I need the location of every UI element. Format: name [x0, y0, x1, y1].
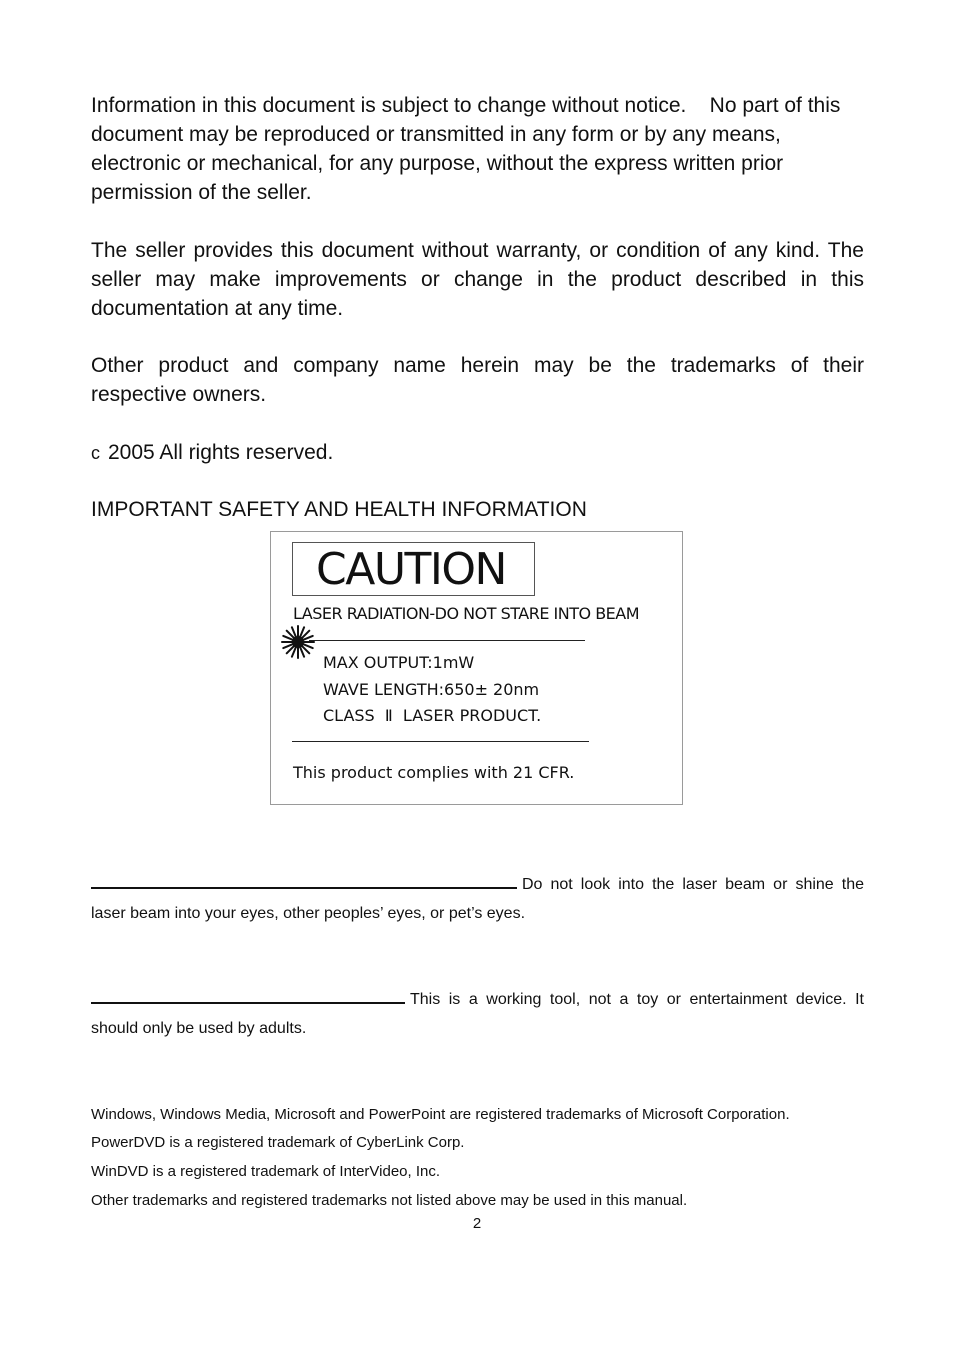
max-output-text: MAX OUTPUT:1mW: [323, 653, 475, 672]
laser-class-text: CLASS Ⅱ LASER PRODUCT.: [323, 706, 542, 725]
adult-use-warning: [91, 985, 864, 1043]
copyright-line: [91, 438, 864, 468]
caution-title-frame: [292, 542, 535, 596]
trademark-line: WinDVD is a registered trademark of InterVideo, Inc.: [91, 1163, 441, 1180]
copyright-text: 2005 All rights reserved.: [108, 441, 334, 464]
trademark-line: PowerDVD is a registered trademark of CyberLink Corp.: [91, 1134, 465, 1151]
trademark-line: Windows, Windows Media, Microsoft and PowerPoint are registered trademarks of Microsoft Corporation.: [91, 1106, 790, 1123]
label-divider: [292, 741, 589, 742]
compliance-text: This product complies with 21 CFR.: [293, 763, 575, 782]
copyright-symbol: c: [91, 443, 100, 463]
wave-length-text: WAVE LENGTH:650± 20nm: [323, 680, 540, 699]
laser-eye-warning: [91, 870, 864, 928]
notice-paragraph: Information in this document is subject to change without notice. No part of this document may be reproduced or transmitted in any form or by any means, electronic or mechanical, for any purpose, without the express written prior permission of the seller.: [91, 94, 847, 204]
laser-warning-text: LASER RADIATION-DO NOT STARE INTO BEAM: [293, 604, 640, 623]
trademark-line: Other trademarks and registered trademarks not listed above may be used in this manual.: [91, 1192, 688, 1209]
page-number: 2: [472, 1215, 482, 1232]
caution-title: CAUTION: [316, 544, 506, 595]
adult-use-warning-text: This is a working tool, not a toy or entertainment device. It should only be used by adults.: [91, 991, 864, 1037]
label-divider: [309, 640, 585, 641]
underline-blank: [91, 873, 517, 889]
caution-label: [270, 531, 683, 805]
trademark-owners-paragraph: Other product and company name herein may be the trademarks of their respective owners.: [91, 354, 864, 406]
laser-eye-warning-text: Do not look into the laser beam or shine the laser beam into your eyes, other peoples’ eyes, or pet’s eyes.: [91, 876, 864, 922]
underline-blank: [91, 988, 405, 1004]
safety-heading: IMPORTANT SAFETY AND HEALTH INFORMATION: [91, 498, 587, 521]
laser-starburst-icon: [281, 625, 315, 659]
warranty-paragraph: The seller provides this document without warranty, or condition of any kind. The seller may make improvements or change in the product described in this documentation at any time.: [91, 239, 864, 320]
